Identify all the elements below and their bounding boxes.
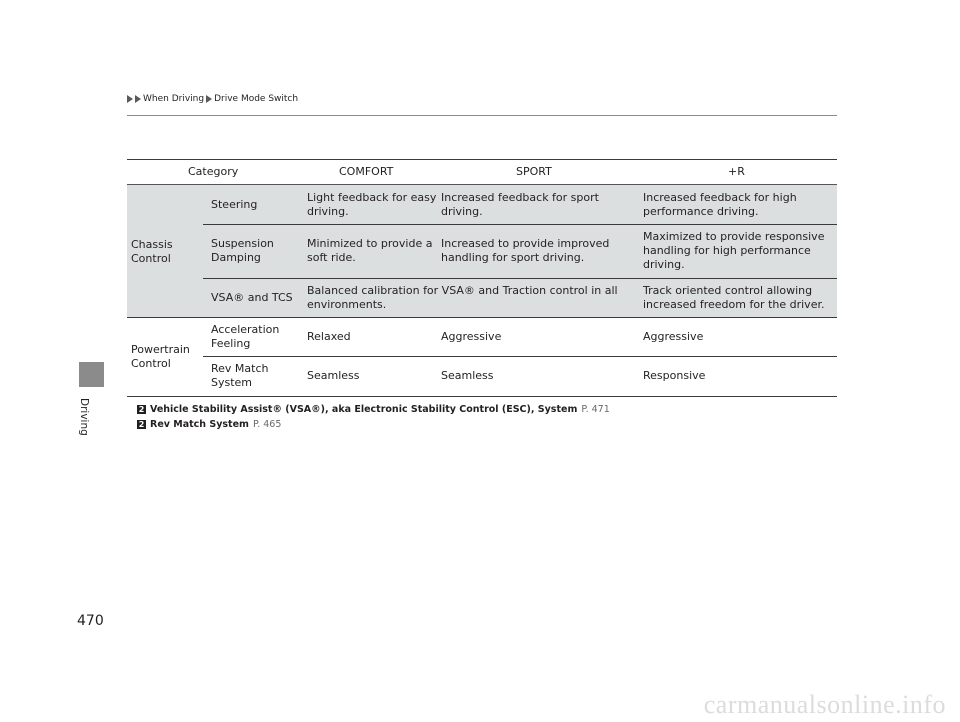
header-sport: SPORT: [516, 165, 552, 178]
group-category: Chassis Control: [131, 238, 173, 265]
reference-link[interactable]: [137, 419, 281, 430]
watermark: carmanualsonline.info: [703, 690, 946, 719]
row-comfort: Minimized to provide a soft ride.: [307, 237, 433, 264]
row-sub: VSA® and TCS: [211, 291, 293, 304]
table-top-rule: [127, 159, 837, 160]
header-category: Category: [188, 165, 239, 178]
page-number: 470: [77, 613, 104, 629]
row-r: Responsive: [643, 369, 706, 382]
reference-page: P. 465: [252, 419, 282, 430]
header-comfort: COMFORT: [339, 165, 394, 178]
row-r: Maximized to provide responsive handling for high performance driving.: [643, 230, 825, 271]
triangle-icon: [206, 95, 212, 103]
triangle-icon: [127, 95, 133, 103]
row-sport: Aggressive: [441, 330, 502, 343]
side-tab: [79, 362, 104, 387]
row-sub: Steering: [211, 198, 258, 211]
row-rule: [203, 356, 837, 357]
triangle-icon: [135, 95, 141, 103]
breadcrumb-item: When Driving: [143, 94, 205, 104]
breadcrumb: [127, 94, 298, 104]
row-comfort: Relaxed: [307, 330, 351, 343]
row-r: Aggressive: [643, 330, 704, 343]
row-comfort: Light feedback for easy driving.: [307, 191, 437, 218]
header-rule: [127, 115, 837, 116]
row-comfort: Seamless: [307, 369, 360, 382]
reference-arrow-icon: 2: [138, 420, 145, 429]
table-bottom-rule: [127, 396, 837, 397]
row-sport: Increased to provide improved handling for sport driving.: [441, 237, 610, 264]
row-sub: Rev Match System: [211, 362, 269, 389]
row-sport: Seamless: [441, 369, 494, 382]
group-category: Powertrain Control: [131, 343, 190, 370]
reference-link[interactable]: [137, 404, 610, 415]
reference-arrow-icon: 2: [138, 405, 145, 414]
side-tab-label: Driving: [78, 398, 90, 436]
row-sub: Suspension Damping: [211, 237, 274, 264]
row-sport: Increased feedback for sport driving.: [441, 191, 599, 218]
reference-page: P. 471: [581, 404, 610, 415]
reference-title: Rev Match System: [150, 419, 249, 430]
row-comfort-sport: Balanced calibration for VSA® and Traction control in all environments.: [307, 284, 618, 311]
row-rule: [203, 278, 837, 279]
header-r: +R: [728, 165, 745, 178]
row-sub: Acceleration Feeling: [211, 323, 280, 350]
row-rule: [203, 224, 837, 225]
reference-title: Vehicle Stability Assist® (VSA®), aka Electronic Stability Control (ESC), System: [150, 404, 578, 415]
row-r: Increased feedback for high performance driving.: [643, 191, 797, 218]
group-rule: [127, 317, 837, 318]
row-r: Track oriented control allowing increased freedom for the driver.: [643, 284, 825, 311]
breadcrumb-item: Drive Mode Switch: [214, 94, 299, 104]
